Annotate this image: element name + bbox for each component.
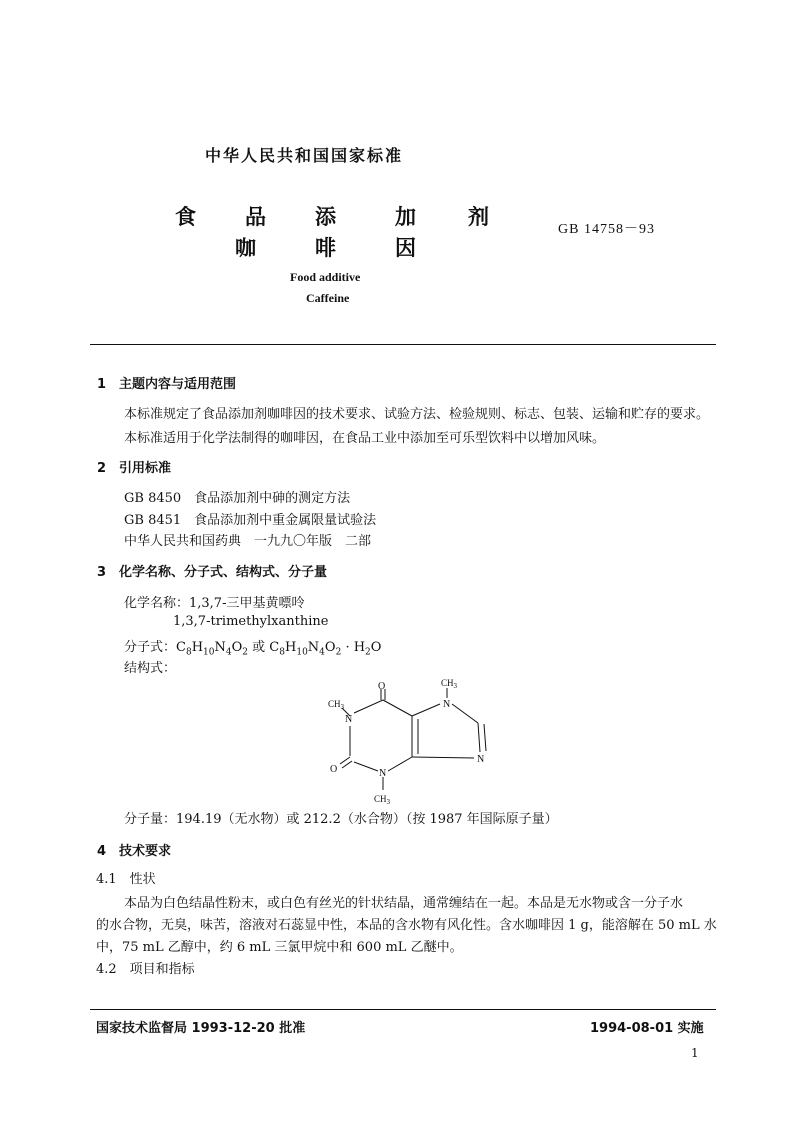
molecular-formula: 分子式：$C_8H_{10}N_4O_2$ 或 $C_8H_{10}N_4O_2 \cdot H_2O$	[124, 640, 382, 658]
methyl-n3: $CH_3$	[374, 794, 391, 806]
section-4-heading: 4 技术要求	[97, 844, 172, 859]
nitrogen-7: N	[443, 699, 451, 710]
section-1-heading: 1 主题内容与适用范围	[97, 377, 237, 392]
reference-item: GB 8450 食品添加剂中砷的测定方法	[124, 491, 351, 506]
section-4-paragraph: 中，75 mL 乙醇中，约 6 mL 三氯甲烷中和 600 mL 乙醚中。	[96, 940, 463, 955]
section-4-paragraph: 的水合物，无臭，味苦，溶液对石蕊显中性，本品的含水物有风化性。含水咖啡因 1 g，能溶解在 50 mL 水	[96, 918, 717, 933]
title-char: 咖	[235, 236, 256, 260]
section-2-heading: 2 引用标准	[97, 461, 172, 476]
caffeine-structure-diagram	[320, 672, 500, 807]
reference-item: GB 8451 食品添加剂中重金属限量试验法	[124, 513, 377, 528]
reference-item: 中华人民共和国药典 一九九〇年版 二部	[124, 534, 372, 549]
section-3-heading: 3 化学名称、分子式、结构式、分子量	[97, 565, 328, 580]
standard-number: GB 14758－93	[558, 222, 655, 237]
methyl-n1: $CH_3$	[328, 699, 345, 711]
title-char: 品	[245, 205, 266, 229]
oxygen-left: O	[330, 764, 338, 775]
title-char: 食	[175, 205, 196, 229]
page-number: 1	[691, 1046, 699, 1060]
structure-label: 结构式：	[124, 661, 177, 676]
title-char: 因	[395, 236, 416, 260]
section-4-paragraph: 本品为白色结晶性粉末，或白色有丝光的针状结晶，通常缠结在一起。本品是无水物或含一分子水	[124, 896, 684, 911]
subsection-4-2: 4.2 项目和指标	[96, 962, 195, 977]
title-char: 添	[315, 205, 336, 229]
formula-or: 或	[252, 640, 266, 655]
title-char: 加	[395, 205, 416, 229]
section-1-paragraph: 本标准规定了食品添加剂咖啡因的技术要求、试验方法、检验规则、标志、包装、运输和贮存的要求。	[124, 407, 710, 422]
header-rule	[90, 344, 716, 345]
implementation-date: 1994-08-01 实施	[590, 1021, 704, 1036]
methyl-n7: $CH_3$	[441, 678, 458, 690]
subsection-4-1: 4.1 性状	[96, 872, 156, 887]
english-title-2: Caffeine	[306, 291, 350, 305]
footer-rule	[90, 1009, 716, 1010]
molecular-weight: 分子量：194.19（无水物）或 212.2（水合物）（按 1987 年国际原子量）	[124, 812, 558, 827]
nitrogen-3: N	[379, 768, 387, 779]
formula-label: 分子式：	[124, 640, 177, 655]
title-char: 啡	[315, 236, 336, 260]
chemical-name: 化学名称：1,3,7-三甲基黄嘌呤	[124, 596, 305, 611]
oxygen-top: O	[378, 681, 386, 692]
english-title-1: Food additive	[290, 270, 361, 284]
chemical-name-english: 1,3,7-trimethylxanthine	[173, 614, 329, 629]
nitrogen-9: N	[477, 754, 485, 765]
country-standard-title: 中华人民共和国国家标准	[205, 146, 404, 165]
section-1-paragraph: 本标准适用于化学法制得的咖啡因，在食品工业中添加至可乐型饮料中以增加风味。	[124, 431, 606, 446]
title-char: 剂	[468, 205, 489, 229]
approval-date: 国家技术监督局 1993-12-20 批准	[96, 1021, 306, 1036]
nitrogen-1: N	[345, 714, 353, 725]
